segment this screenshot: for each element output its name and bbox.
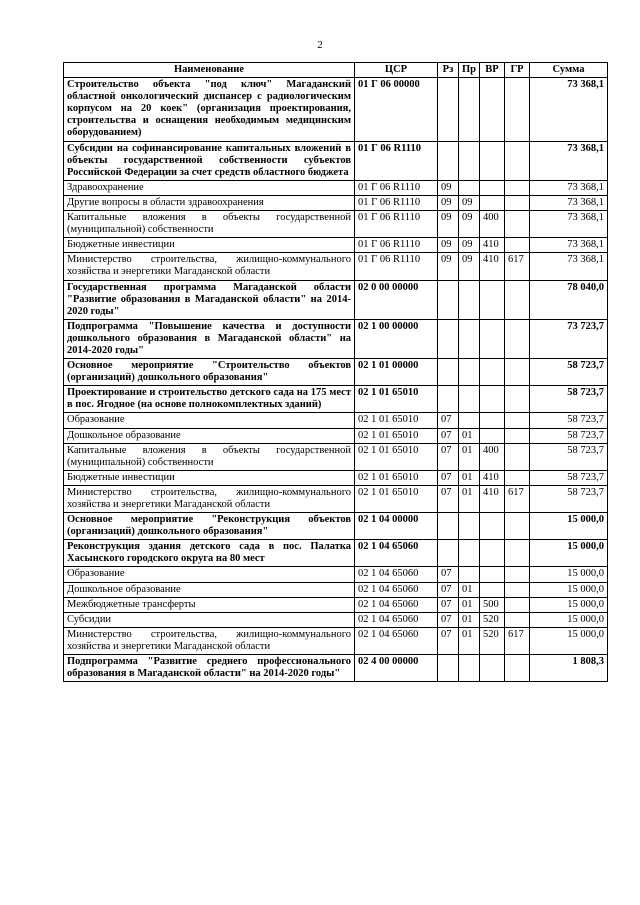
- cell-sum: 58 723,7: [530, 428, 608, 443]
- cell-pr: 09: [459, 253, 480, 280]
- cell-rz: 09: [438, 253, 459, 280]
- cell-csr: 01 Г 06 R1110: [355, 180, 438, 195]
- cell-vr: [480, 582, 505, 597]
- cell-vr: 400: [480, 211, 505, 238]
- cell-pr: 01: [459, 485, 480, 512]
- cell-sum: 1 808,3: [530, 655, 608, 682]
- table-row: [64, 319, 608, 358]
- cell-gr: [505, 211, 530, 238]
- cell-pr: 01: [459, 612, 480, 627]
- cell-sum: 15 000,0: [530, 540, 608, 567]
- cell-vr: 520: [480, 612, 505, 627]
- cell-name: Строительство объекта "под ключ" Магаданский областной онкологический диспансер с радиологическим корпусом на 20 коек" (организация проектирования, строительства и оснащения необходимым медицинским оборудованием): [64, 78, 355, 141]
- cell-sum: 15 000,0: [530, 582, 608, 597]
- header-gr: ГР: [505, 63, 530, 78]
- table-row: [64, 359, 608, 386]
- cell-name: Дошкольное образование: [64, 428, 355, 443]
- cell-gr: 617: [505, 253, 530, 280]
- cell-pr: 01: [459, 428, 480, 443]
- cell-sum: 73 368,1: [530, 238, 608, 253]
- cell-name: Дошкольное образование: [64, 582, 355, 597]
- cell-name: Межбюджетные трансферты: [64, 597, 355, 612]
- table-row: [64, 582, 608, 597]
- cell-name: Другие вопросы в области здравоохранения: [64, 195, 355, 210]
- cell-vr: [480, 655, 505, 682]
- cell-rz: [438, 319, 459, 358]
- cell-csr: 01 Г 06 00000: [355, 78, 438, 141]
- header-rz: Рз: [438, 63, 459, 78]
- cell-name: Субсидии: [64, 612, 355, 627]
- cell-sum: 73 368,1: [530, 180, 608, 195]
- header-name: Наименование: [64, 63, 355, 78]
- cell-rz: [438, 513, 459, 540]
- cell-gr: [505, 443, 530, 470]
- cell-csr: 02 1 04 65060: [355, 582, 438, 597]
- cell-pr: [459, 540, 480, 567]
- cell-sum: 73 723,7: [530, 319, 608, 358]
- cell-sum: 15 000,0: [530, 513, 608, 540]
- page-number: 2: [317, 39, 323, 51]
- cell-csr: 02 1 04 65060: [355, 567, 438, 582]
- cell-rz: 07: [438, 567, 459, 582]
- cell-pr: [459, 141, 480, 180]
- table-row: [64, 655, 608, 682]
- cell-pr: [459, 513, 480, 540]
- cell-name: Министерство строительства, жилищно-коммунального хозяйства и энергетики Магаданской области: [64, 485, 355, 512]
- cell-pr: 09: [459, 238, 480, 253]
- cell-rz: 07: [438, 428, 459, 443]
- cell-csr: 02 1 01 65010: [355, 428, 438, 443]
- cell-rz: 07: [438, 413, 459, 428]
- cell-gr: 617: [505, 627, 530, 654]
- cell-pr: [459, 319, 480, 358]
- cell-rz: 07: [438, 485, 459, 512]
- cell-name: Бюджетные инвестиции: [64, 470, 355, 485]
- cell-csr: 01 Г 06 R1110: [355, 141, 438, 180]
- cell-csr: 02 1 04 65060: [355, 627, 438, 654]
- table-row: [64, 470, 608, 485]
- table-row: [64, 78, 608, 141]
- table-row: [64, 597, 608, 612]
- cell-name: Основное мероприятие "Строительство объектов (организаций) дошкольного образования": [64, 359, 355, 386]
- cell-gr: [505, 655, 530, 682]
- cell-gr: [505, 195, 530, 210]
- cell-sum: 58 723,7: [530, 443, 608, 470]
- table-row: [64, 627, 608, 654]
- cell-vr: [480, 141, 505, 180]
- cell-pr: [459, 78, 480, 141]
- cell-pr: 01: [459, 582, 480, 597]
- cell-vr: [480, 280, 505, 319]
- cell-pr: 01: [459, 443, 480, 470]
- cell-vr: [480, 386, 505, 413]
- cell-gr: [505, 470, 530, 485]
- cell-name: Капитальные вложения в объекты государственной (муниципальной) собственности: [64, 211, 355, 238]
- cell-name: Министерство строительства, жилищно-коммунального хозяйства и энергетики Магаданской области: [64, 627, 355, 654]
- cell-sum: 58 723,7: [530, 386, 608, 413]
- cell-sum: 15 000,0: [530, 597, 608, 612]
- cell-pr: [459, 567, 480, 582]
- cell-pr: 01: [459, 470, 480, 485]
- cell-name: Министерство строительства, жилищно-коммунального хозяйства и энергетики Магаданской области: [64, 253, 355, 280]
- cell-name: Подпрограмма "Развитие среднего профессионального образования в Магаданской области" на 2014-2020 годы": [64, 655, 355, 682]
- cell-csr: 01 Г 06 R1110: [355, 253, 438, 280]
- cell-gr: [505, 582, 530, 597]
- cell-vr: [480, 180, 505, 195]
- cell-vr: 410: [480, 470, 505, 485]
- cell-vr: [480, 567, 505, 582]
- table-row: [64, 195, 608, 210]
- cell-name: Здравоохранение: [64, 180, 355, 195]
- cell-gr: [505, 359, 530, 386]
- cell-gr: [505, 180, 530, 195]
- cell-pr: [459, 280, 480, 319]
- cell-rz: 09: [438, 180, 459, 195]
- table-row: [64, 253, 608, 280]
- cell-sum: 15 000,0: [530, 567, 608, 582]
- cell-vr: [480, 540, 505, 567]
- cell-gr: [505, 386, 530, 413]
- cell-rz: [438, 78, 459, 141]
- cell-csr: 02 1 04 65060: [355, 612, 438, 627]
- cell-sum: 78 040,0: [530, 280, 608, 319]
- cell-name: Образование: [64, 567, 355, 582]
- cell-vr: [480, 513, 505, 540]
- cell-pr: [459, 413, 480, 428]
- cell-rz: 07: [438, 470, 459, 485]
- cell-vr: 520: [480, 627, 505, 654]
- cell-gr: [505, 238, 530, 253]
- cell-sum: 58 723,7: [530, 470, 608, 485]
- table-row: [64, 280, 608, 319]
- cell-sum: 73 368,1: [530, 195, 608, 210]
- cell-sum: 73 368,1: [530, 141, 608, 180]
- cell-gr: [505, 78, 530, 141]
- cell-rz: 07: [438, 443, 459, 470]
- cell-name: Субсидии на софинансирование капитальных вложений в объекты государственной собственности субъектов Российской Федерации за счет средств областного бюджета: [64, 141, 355, 180]
- cell-pr: 01: [459, 597, 480, 612]
- cell-sum: 73 368,1: [530, 78, 608, 141]
- cell-csr: 02 1 01 65010: [355, 485, 438, 512]
- cell-sum: 73 368,1: [530, 211, 608, 238]
- cell-gr: [505, 540, 530, 567]
- cell-csr: 02 1 01 65010: [355, 443, 438, 470]
- cell-csr: 01 Г 06 R1110: [355, 238, 438, 253]
- cell-name: Проектирование и строительство детского сада на 175 мест в пос. Ягодное (на основе полнокомплектных зданий): [64, 386, 355, 413]
- cell-rz: 07: [438, 627, 459, 654]
- cell-sum: 15 000,0: [530, 612, 608, 627]
- header-pr: Пр: [459, 63, 480, 78]
- table-row: [64, 540, 608, 567]
- header-sum: Сумма: [530, 63, 608, 78]
- cell-pr: [459, 359, 480, 386]
- cell-csr: 02 0 00 00000: [355, 280, 438, 319]
- table-row: [64, 238, 608, 253]
- cell-gr: [505, 428, 530, 443]
- cell-name: Образование: [64, 413, 355, 428]
- cell-pr: [459, 386, 480, 413]
- cell-name: Капитальные вложения в объекты государственной (муниципальной) собственности: [64, 443, 355, 470]
- cell-csr: 02 1 04 00000: [355, 513, 438, 540]
- cell-csr: 02 4 00 00000: [355, 655, 438, 682]
- cell-rz: 09: [438, 195, 459, 210]
- table-row: [64, 513, 608, 540]
- cell-gr: 617: [505, 485, 530, 512]
- cell-rz: 09: [438, 238, 459, 253]
- table-row: [64, 567, 608, 582]
- cell-csr: 02 1 01 65010: [355, 413, 438, 428]
- cell-vr: [480, 78, 505, 141]
- cell-vr: [480, 413, 505, 428]
- cell-sum: 73 368,1: [530, 253, 608, 280]
- header-csr: ЦСР: [355, 63, 438, 78]
- cell-rz: [438, 280, 459, 319]
- table-row: [64, 428, 608, 443]
- table-row: [64, 413, 608, 428]
- cell-gr: [505, 513, 530, 540]
- table-header-row: [64, 63, 608, 78]
- cell-rz: 07: [438, 597, 459, 612]
- cell-csr: 02 1 04 65060: [355, 540, 438, 567]
- cell-csr: 02 1 01 00000: [355, 359, 438, 386]
- cell-csr: 02 1 01 65010: [355, 386, 438, 413]
- cell-name: Основное мероприятие "Реконструкция объектов (организаций) дошкольного образования": [64, 513, 355, 540]
- header-vr: ВР: [480, 63, 505, 78]
- cell-vr: 410: [480, 485, 505, 512]
- cell-csr: 02 1 00 00000: [355, 319, 438, 358]
- cell-name: Государственная программа Магаданской области "Развитие образования в Магаданской области" на 2014-2020 годы": [64, 280, 355, 319]
- cell-rz: 07: [438, 582, 459, 597]
- cell-pr: 01: [459, 627, 480, 654]
- cell-gr: [505, 413, 530, 428]
- cell-pr: 09: [459, 195, 480, 210]
- table-row: [64, 485, 608, 512]
- table-row: [64, 141, 608, 180]
- table-row: [64, 443, 608, 470]
- cell-rz: [438, 141, 459, 180]
- cell-sum: 58 723,7: [530, 359, 608, 386]
- cell-rz: [438, 655, 459, 682]
- cell-csr: 01 Г 06 R1110: [355, 195, 438, 210]
- cell-pr: [459, 655, 480, 682]
- cell-vr: [480, 428, 505, 443]
- cell-vr: 410: [480, 238, 505, 253]
- cell-gr: [505, 280, 530, 319]
- cell-csr: 02 1 04 65060: [355, 597, 438, 612]
- budget-table: [63, 62, 608, 682]
- table-row: [64, 386, 608, 413]
- cell-sum: 58 723,7: [530, 485, 608, 512]
- cell-rz: 07: [438, 612, 459, 627]
- cell-rz: [438, 359, 459, 386]
- cell-rz: 09: [438, 211, 459, 238]
- cell-name: Бюджетные инвестиции: [64, 238, 355, 253]
- cell-vr: 410: [480, 253, 505, 280]
- cell-gr: [505, 567, 530, 582]
- cell-gr: [505, 597, 530, 612]
- cell-vr: 500: [480, 597, 505, 612]
- cell-csr: 02 1 01 65010: [355, 470, 438, 485]
- cell-name: Подпрограмма "Повышение качества и доступности дошкольного образования в Магаданской области" на 2014-2020 годы": [64, 319, 355, 358]
- cell-gr: [505, 612, 530, 627]
- cell-rz: [438, 386, 459, 413]
- cell-sum: 58 723,7: [530, 413, 608, 428]
- table-row: [64, 211, 608, 238]
- cell-vr: [480, 195, 505, 210]
- cell-csr: 01 Г 06 R1110: [355, 211, 438, 238]
- table-body: [64, 78, 608, 682]
- cell-pr: [459, 180, 480, 195]
- cell-gr: [505, 141, 530, 180]
- cell-vr: 400: [480, 443, 505, 470]
- cell-vr: [480, 359, 505, 386]
- cell-gr: [505, 319, 530, 358]
- table-row: [64, 612, 608, 627]
- cell-rz: [438, 540, 459, 567]
- cell-sum: 15 000,0: [530, 627, 608, 654]
- table-row: [64, 180, 608, 195]
- cell-name: Реконструкция здания детского сада в пос. Палатка Хасынского городского округа на 80 мест: [64, 540, 355, 567]
- cell-pr: 09: [459, 211, 480, 238]
- cell-vr: [480, 319, 505, 358]
